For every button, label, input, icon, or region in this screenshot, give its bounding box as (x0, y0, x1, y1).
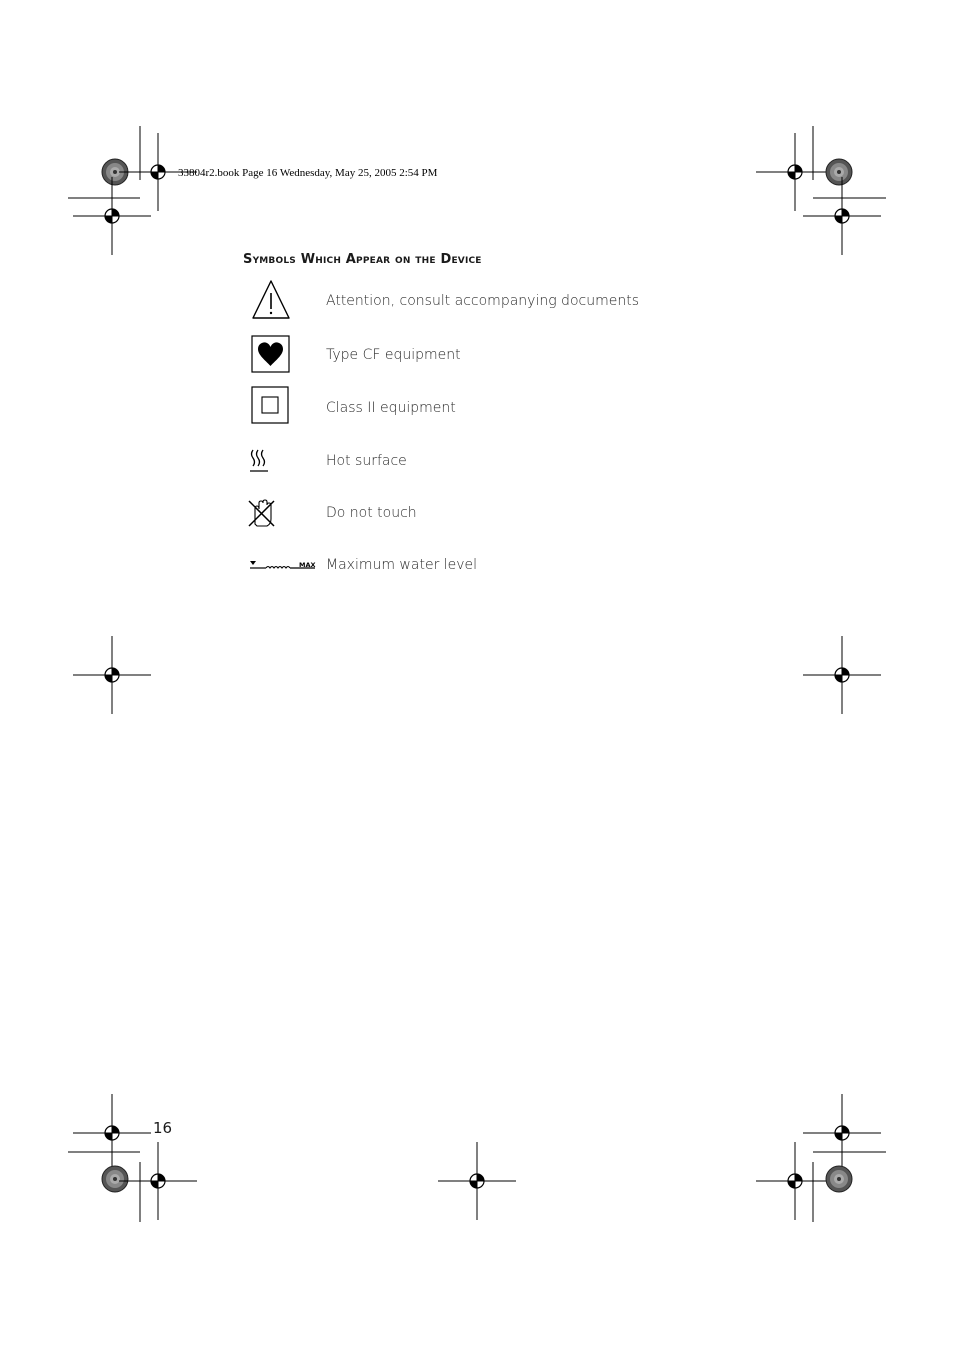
registration-cross (119, 1142, 197, 1220)
max-label: MAX (299, 561, 316, 569)
registration-cross (756, 133, 834, 211)
registration-sunburst (826, 159, 852, 185)
symbol-row (243, 491, 663, 535)
page-number: 16 (153, 1119, 173, 1137)
symbol-label: Class II equipment (326, 400, 456, 416)
symbol-label: Hot surface (326, 453, 407, 469)
symbol-row (243, 333, 663, 377)
symbol-label: Attention, consult accompanying documents (326, 293, 639, 309)
do-not-touch-icon (243, 491, 323, 535)
double-square-icon (243, 386, 323, 430)
registration-cross (756, 1142, 834, 1220)
registration-cross (438, 1142, 516, 1220)
section-title: Symbols Which Appear on the Device (243, 252, 482, 267)
hot-surface-icon (243, 439, 323, 483)
heart-box-icon (243, 333, 323, 377)
symbol-row (243, 543, 663, 587)
registration-cross (73, 636, 151, 714)
registration-sunburst (826, 1166, 852, 1192)
registration-cross (73, 177, 151, 255)
warning-triangle-icon (243, 279, 323, 323)
symbol-label: Maximum water level (326, 557, 478, 573)
file-header-note: 33804r2.book Page 16 Wednesday, May 25, 2005 2:54 PM (178, 167, 438, 179)
symbol-row (243, 279, 663, 323)
symbol-row (243, 386, 663, 430)
symbol-label: Type CF equipment (326, 347, 461, 363)
registration-cross (803, 1094, 881, 1172)
registration-cross (803, 636, 881, 714)
registration-sunburst (102, 1166, 128, 1192)
symbol-row (243, 439, 663, 483)
registration-cross (803, 177, 881, 255)
max-water-level-icon (243, 543, 323, 587)
symbol-label: Do not touch (326, 505, 417, 521)
registration-cross (73, 1094, 151, 1172)
